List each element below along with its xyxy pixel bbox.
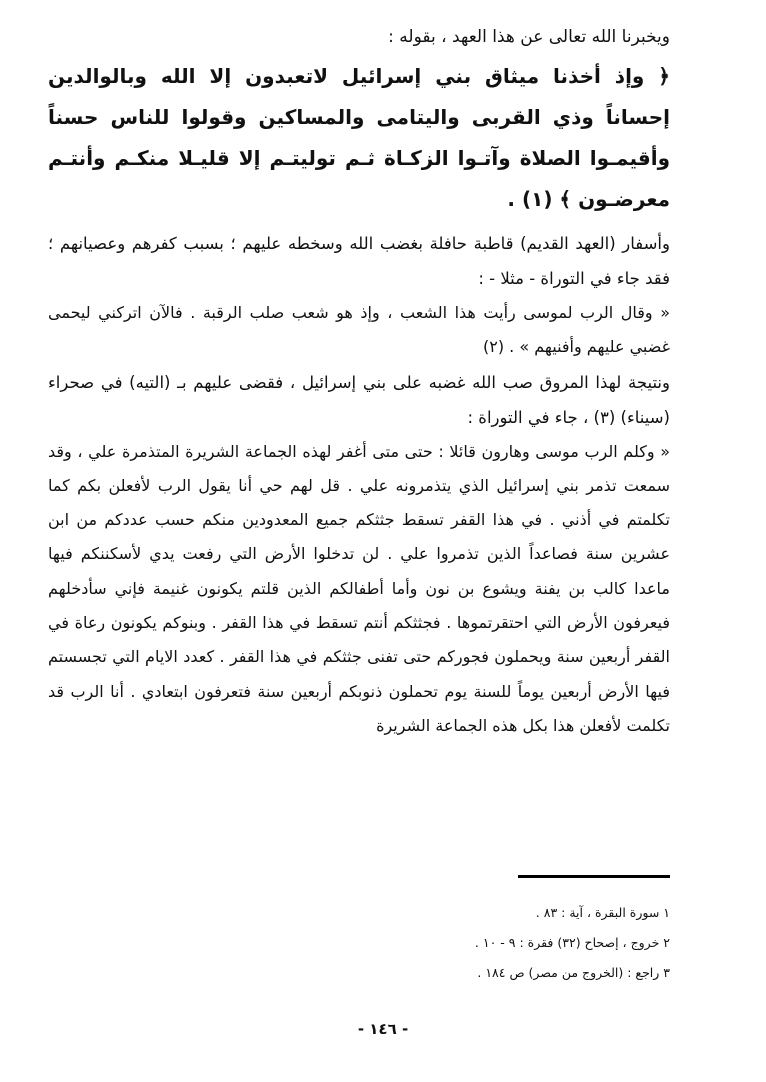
quote-numbers: « وكلم الرب موسى وهارون قائلا : حتى متى أغفر لهذه الجماعة الشريرة المتذمرة علي ، وقد سمعت تذمر بني إسرائيل الذي يتذمرونه علي . قل لهم حي أنا يقول الرب لأفعلن بكم كما تكلمتم في أذني . في هذا القفر تسقط جثثكم جميع المعدودين منكم حسب عددكم من ابن عشرين سنة فصاعداً الذين تذمروا علي . لن تدخلوا الأرض التي رفعت يدي لأسكننكم فيها ماعدا كالب بن يفنة ويشوع بن نون وأما أطفالكم الذين قلتم يكونون غنيمة فإني سأدخلهم فيعرفون الأرض التي احتقرتموها . فجثثكم أنتم تسقط في هذا القفر . وبنوكم يكونون رعاة في القفر أربعين سنة ويحملون فجوركم حتى تفنى جثثكم في هذا القفر . كعدد الايام التي تجسستم فيها الأرض أربعين يوماً للسنة يوم تحملون ذنوبكم أربعين سنة فتعرفون ابتعادي . أنا الرب قد تكلمت لأفعلن هذا بكل هذه الجماعة الشريرة — [48, 441, 670, 735]
paragraph-old-testament: وأسفار (العهد القديم) قاطبة حافلة بغضب الله وسخطه عليهم ؛ بسبب كفرهم وعصيانهم ؛ فقد جاء في التوراة - مثلا - : — [48, 234, 670, 288]
footnote-3: ٣ راجع : (الخروج من مصر) ص ١٨٤ . — [477, 965, 670, 980]
paragraph-wandering: ونتيجة لهذا المروق صب الله غضبه على بني إسرائيل ، فقضى عليهم بـ (التيه) في صحراء (سيناء) (٣) ، جاء في التوراة : — [48, 372, 670, 427]
quote-exodus: « وقال الرب لموسى رأيت هذا الشعب ، وإذ هو شعب صلب الرقبة . فالآن اتركني ليحمى غضبي عليهم وأفنيهم » . (٢) — [48, 303, 670, 357]
footnote-1: ١ سورة البقرة ، آية : ٨٣ . — [535, 905, 670, 920]
page-body — [48, 22, 670, 743]
footnotes — [170, 898, 670, 988]
footnote-2: ٢ خروج ، إصحاح (٣٢) فقرة : ٩ - ١٠ . — [474, 935, 670, 950]
footnote-separator — [518, 875, 670, 878]
quran-verse: ﴿ وإذ أخذنا ميثاق بني إسرائيل لاتعبدون إلا الله وبالوالدين إحساناً وذي القربى واليتامى والمساكين وقولوا للناس حسناً وأقيمـوا الصلاة وآتـوا الزكـاة ثـم توليتـم إلا قليـلا منكـم وأنتـم معرضـون ﴾ (١) . — [48, 64, 670, 211]
page-number: - ١٤٦ - — [357, 1020, 409, 1038]
intro-line: ويخبرنا الله تعالى عن هذا العهد ، بقوله : — [388, 27, 670, 47]
